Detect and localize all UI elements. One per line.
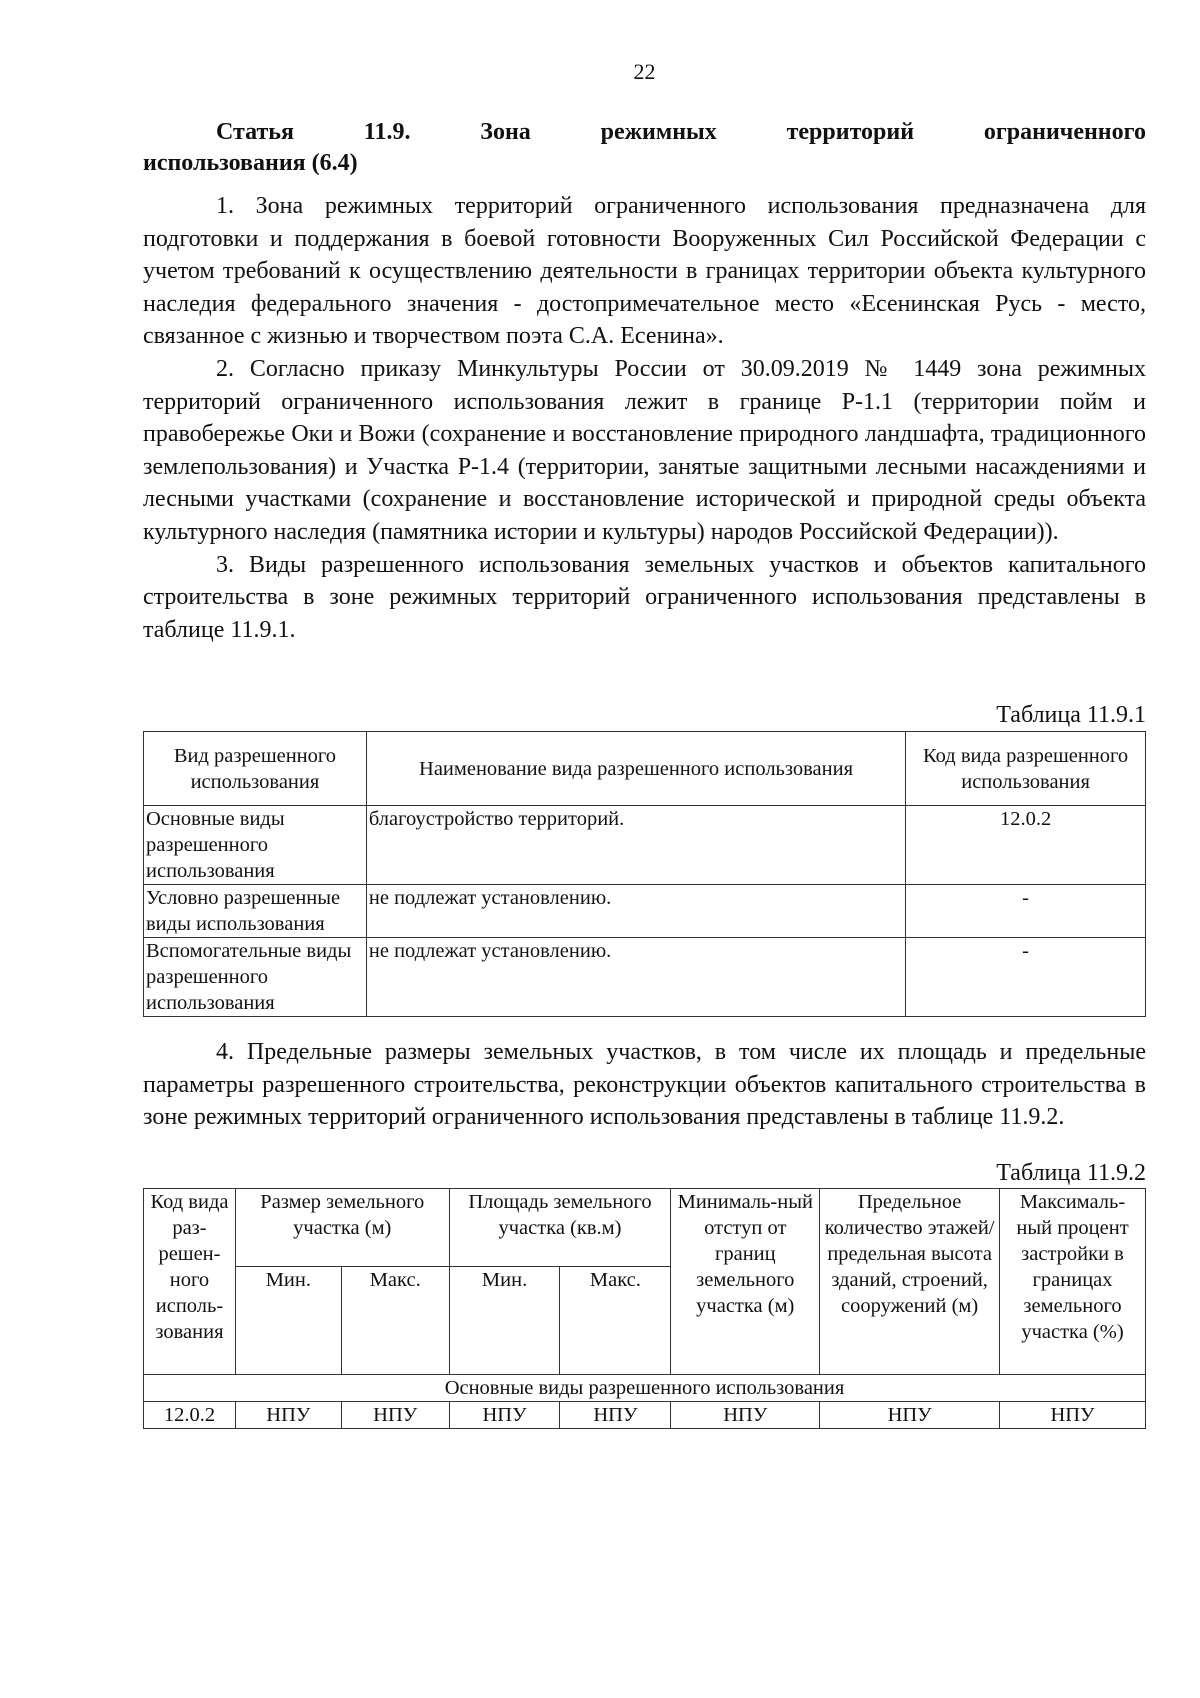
table1-cell-name: не подлежат установлению.: [366, 938, 905, 1017]
table2-cell: НПУ: [1000, 1402, 1146, 1429]
page-number: 22: [633, 59, 656, 84]
table1-header-code: Код вида разрешенного использования: [906, 732, 1146, 806]
table2-header-area-min: Мин.: [449, 1267, 560, 1375]
paragraph-4: 4. Предельные размеры земельных участков, в том числе их площадь и предельные параметры разрешенного строительства, реконструкции объектов капитального строительства в зоне режимных территорий ограниченного использования представлены в таблице 11.9.2.: [143, 1039, 1146, 1131]
table-row: [144, 885, 1146, 938]
table2-cell: НПУ: [235, 1402, 341, 1429]
table1-header-row: [144, 732, 1146, 806]
table1-header-kind: Вид разрешенного использования: [144, 732, 367, 806]
table2-caption: Таблица 11.9.2: [996, 1160, 1146, 1186]
table1-cell-kind: Вспомогательные виды разрешенного использования: [144, 938, 367, 1017]
table2-header-area-max: Макс.: [560, 1267, 671, 1375]
table2-header-size-max: Макс.: [341, 1267, 449, 1375]
table1-cell-kind: Основные виды разрешенного использования: [144, 806, 367, 885]
table2-cell: НПУ: [341, 1402, 449, 1429]
table2-cell: НПУ: [449, 1402, 560, 1429]
body-paragraphs-2: [143, 1036, 1146, 1134]
table-11-9-2: [143, 1188, 1146, 1429]
table2-cell: 12.0.2: [144, 1402, 236, 1429]
table2-header-setback: Минималь-ный отступ от границ земельного участка (м): [671, 1189, 820, 1375]
table2-header-row-1: [144, 1189, 1146, 1267]
paragraph-2: 2. Согласно приказу Минкультуры России от 30.09.2019 № 1449 зона режимных территорий ограниченного использования лежит в границе Р-1.1 (территории пойм и правобережье Оки и Вожи (сохранение и восстановление природного ландшафта, традиционного землепользования) и Участка Р-1.4 (территории, занятые защитными лесными насаждениями и лесными участками (сохранение и восстановление исторической и природной среды объекта культурного наследия (памятника истории и культуры) народов Российской Федерации)).: [143, 355, 1146, 545]
table2-section-label: Основные виды разрешенного использования: [144, 1375, 1146, 1402]
title-word: 11.9.: [363, 119, 411, 145]
table-11-9-1: [143, 731, 1146, 1017]
article-title-line2: использования (6.4): [143, 150, 358, 176]
table2-header-code: Код вида раз-решен-ного исполь-зования: [144, 1189, 236, 1375]
table2-cell: НПУ: [671, 1402, 820, 1429]
table2-header-size: Размер земельного участка (м): [235, 1189, 449, 1267]
table1-cell-code: -: [906, 885, 1146, 938]
table1-cell-name: благоустройство территорий.: [366, 806, 905, 885]
article-title-line1: [143, 117, 1146, 148]
title-word: режимных: [600, 119, 717, 145]
table2-header-size-min: Мин.: [235, 1267, 341, 1375]
table1-cell-kind: Условно разрешенные виды использования: [144, 885, 367, 938]
table1-cell-code: -: [906, 938, 1146, 1017]
table2-section-row: [144, 1375, 1146, 1402]
article-title: [143, 117, 1146, 179]
title-word: Зона: [480, 119, 531, 145]
paragraph-3: 3. Виды разрешенного использования земельных участков и объектов капитального строительства в зоне режимных территорий ограниченного использования представлены в таблице 11.9.1.: [143, 551, 1146, 643]
table2-header-percent: Максималь-ный процент застройки в границах земельного участка (%): [1000, 1189, 1146, 1375]
table-row: [144, 806, 1146, 885]
title-word: территорий: [786, 119, 915, 145]
table-row: [144, 938, 1146, 1017]
table1-caption: Таблица 11.9.1: [996, 702, 1146, 728]
table-row: [144, 1402, 1146, 1429]
table2-header-floors: Предельное количество этажей/ предельная высота зданий, строений, сооружений (м): [820, 1189, 1000, 1375]
table2-cell: НПУ: [560, 1402, 671, 1429]
table1-header-name: Наименование вида разрешенного использования: [366, 732, 905, 806]
paragraph-1: 1. Зона режимных территорий ограниченного использования предназначена для подготовки и поддержания в боевой готовности Вооруженных Сил Российской Федерации с учетом требований к осуществлению деятельности в границах территории объекта культурного наследия федерального значения - достопримечательное место «Есенинская Русь - место, связанное с жизнью и творчеством поэта С.А. Есенина».: [143, 193, 1146, 350]
table1-cell-name: не подлежат установлению.: [366, 885, 905, 938]
table1-cell-code: 12.0.2: [906, 806, 1146, 885]
table2-cell: НПУ: [820, 1402, 1000, 1429]
title-word: Статья: [216, 119, 294, 145]
title-word: ограниченного: [983, 119, 1146, 145]
table2-header-area: Площадь земельного участка (кв.м): [449, 1189, 671, 1267]
body-paragraphs-1: [143, 190, 1146, 646]
